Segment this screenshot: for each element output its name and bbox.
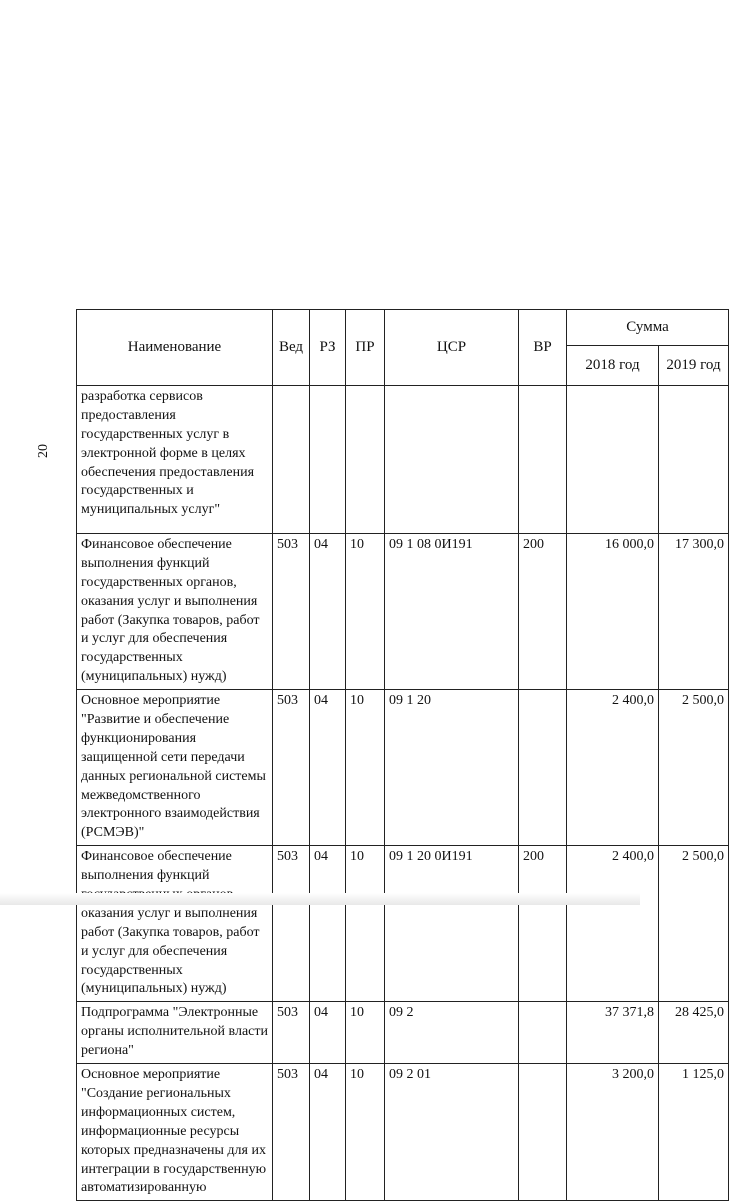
csr-cell: 09 2 [385, 1002, 519, 1064]
pr-cell: 10 [346, 1064, 385, 1201]
sum-2018-cell: 37 371,8 [567, 1002, 659, 1064]
header-name: Наименование [77, 310, 273, 386]
vr-cell [519, 690, 567, 846]
sum-2018-cell: 2 400,0 [567, 846, 659, 1002]
csr-cell: 09 1 20 [385, 690, 519, 846]
sum-2019-cell: 2 500,0 [659, 846, 729, 1002]
sum-2018-cell [567, 386, 659, 534]
rz-cell [310, 386, 346, 534]
rz-cell: 04 [310, 1064, 346, 1201]
scan-edge [0, 893, 640, 905]
sum-2019-cell: 17 300,0 [659, 534, 729, 690]
table-row [77, 386, 729, 534]
ved-cell [273, 386, 310, 534]
pr-cell: 10 [346, 1002, 385, 1064]
pr-cell [346, 386, 385, 534]
sum-2018-cell: 16 000,0 [567, 534, 659, 690]
table-row [77, 1002, 729, 1064]
rz-cell: 04 [310, 1002, 346, 1064]
header-sum: Сумма [567, 310, 729, 346]
table-row [77, 846, 729, 1002]
table-wrapper [76, 309, 725, 1196]
ved-cell: 503 [273, 690, 310, 846]
vr-cell [519, 386, 567, 534]
rz-cell: 04 [310, 690, 346, 846]
pr-cell: 10 [346, 690, 385, 846]
vr-cell [519, 1002, 567, 1064]
name-cell: Основное мероприятие "Создание региональных информационных систем, информационные ресурсы которых предназначены для их интеграции в государственную автоматизированную [77, 1064, 273, 1201]
pr-cell: 10 [346, 534, 385, 690]
ved-cell: 503 [273, 1064, 310, 1201]
sum-2019-cell [659, 386, 729, 534]
ved-cell: 503 [273, 1002, 310, 1064]
sum-2018-cell: 2 400,0 [567, 690, 659, 846]
table-row [77, 690, 729, 846]
pr-cell: 10 [346, 846, 385, 1002]
sum-2019-cell: 2 500,0 [659, 690, 729, 846]
name-cell: Финансовое обеспечение выполнения функций государственных органов, оказания услуг и выполнения работ (Закупка товаров, работ и услуг для обеспечения государственных (муниципальных) нужд) [77, 534, 273, 690]
header-csr: ЦСР [385, 310, 519, 386]
sum-2019-cell: 1 125,0 [659, 1064, 729, 1201]
name-cell: Основное мероприятие "Развитие и обеспечение функционирования защищенной сети передачи данных региональной системы межведомственного электронного взаимодействия (РСМЭВ)" [77, 690, 273, 846]
name-cell: Финансовое обеспечение выполнения функций оказания услуг и выполнения работ (Закупка товаров, работ и услуг для обеспечения государственных (муниципальных) нужд) [77, 846, 273, 1002]
sum-2019-cell: 28 425,0 [659, 1002, 729, 1064]
vr-cell: 200 [519, 846, 567, 1002]
table-header-row [77, 310, 729, 346]
ved-cell: 503 [273, 534, 310, 690]
name-cell: Подпрограмма "Электронные органы исполнительной власти региона" [77, 1002, 273, 1064]
header-y2019: 2019 год [659, 346, 729, 386]
rz-cell: 04 [310, 534, 346, 690]
budget-table [76, 309, 729, 1201]
sum-2018-cell: 3 200,0 [567, 1064, 659, 1201]
header-rz: РЗ [310, 310, 346, 386]
csr-cell: 09 1 08 0И191 [385, 534, 519, 690]
header-y2018: 2018 год [567, 346, 659, 386]
name-cell: разработка сервисов предоставления государственных услуг в электронной форме в целях обеспечения предоставления государственных и муниципальных услуг" [77, 386, 273, 534]
rz-cell: 04 [310, 846, 346, 1002]
table-row [77, 534, 729, 690]
vr-cell [519, 1064, 567, 1201]
rotated-page-content [76, 64, 725, 1196]
table-row [77, 1064, 729, 1201]
header-vr: ВР [519, 310, 567, 386]
header-ved: Вед [273, 310, 310, 386]
csr-cell: 09 1 20 0И191 [385, 846, 519, 1002]
ved-cell: 503 [273, 846, 310, 1002]
page-number: 20 [36, 444, 51, 458]
vr-cell: 200 [519, 534, 567, 690]
csr-cell: 09 2 01 [385, 1064, 519, 1201]
csr-cell [385, 386, 519, 534]
header-pr: ПР [346, 310, 385, 386]
